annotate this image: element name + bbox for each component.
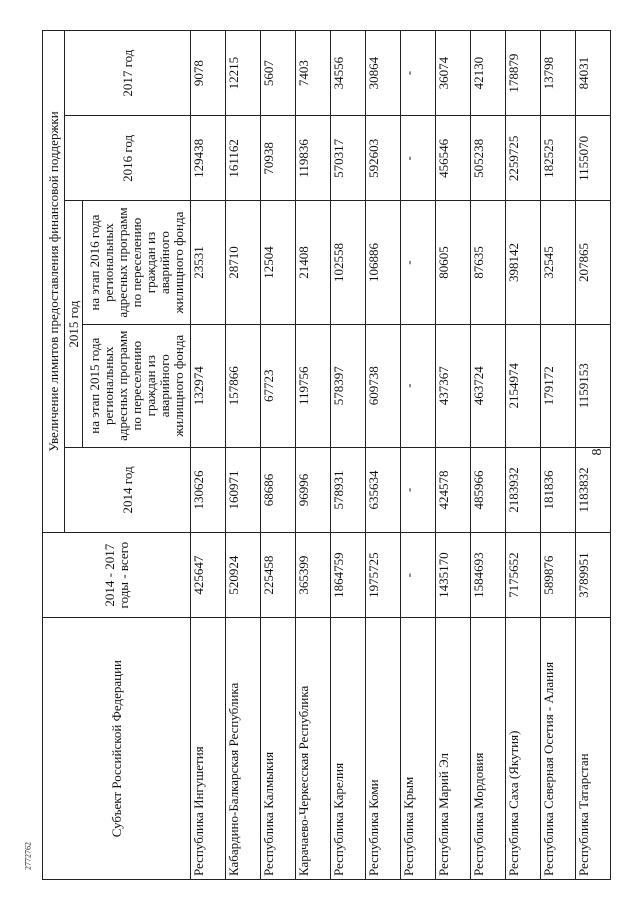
row-value-y2016: 592603 [366, 116, 401, 201]
row-subject: Республика Калмыкия [261, 618, 296, 880]
row-value-y2016: 505238 [471, 116, 506, 201]
row-value-y2014: 485966 [471, 447, 506, 532]
row-value-s2015: - [401, 324, 436, 447]
row-value-total: 7175652 [506, 533, 541, 618]
row-value-y2017: 36074 [436, 31, 471, 116]
row-value-s2016: 80605 [436, 201, 471, 324]
table-row [401, 31, 436, 880]
header-stage-2015: на этап 2015 года региональных адресных программ по переселению граждан из аварийного жилищного фонда [83, 324, 191, 447]
table-row [576, 31, 611, 880]
row-value-y2014: 96996 [296, 447, 331, 532]
header-subject: Субъект Российской Федерации [43, 618, 191, 880]
header-2015: 2015 год [65, 201, 83, 447]
table-row [261, 31, 296, 880]
row-value-s2015: 67723 [261, 324, 296, 447]
row-value-s2016: 21408 [296, 201, 331, 324]
row-value-s2016: 87635 [471, 201, 506, 324]
row-subject: Кабардино-Балкарская Республика [226, 618, 261, 880]
row-subject: Республика Мордовия [471, 618, 506, 880]
row-subject: Карачаево-Черкесская Республика [296, 618, 331, 880]
row-value-s2015: 1159153 [576, 324, 611, 447]
row-value-y2017: - [401, 31, 436, 116]
row-value-s2016: 398142 [506, 201, 541, 324]
table-row [191, 31, 226, 880]
row-value-y2016: 119836 [296, 116, 331, 201]
document-code: 2772762 [23, 842, 33, 870]
row-value-y2016: 182525 [541, 116, 576, 201]
row-value-y2017: 178879 [506, 31, 541, 116]
row-subject: Республика Коми [366, 618, 401, 880]
row-value-total: 225458 [261, 533, 296, 618]
header-2017: 2017 год [65, 31, 191, 116]
row-value-s2016: 102558 [331, 201, 366, 324]
row-subject: Республика Карелия [331, 618, 366, 880]
row-value-y2014: 578931 [331, 447, 366, 532]
row-subject: Республика Марий Эл [436, 618, 471, 880]
row-value-total: 1975725 [366, 533, 401, 618]
row-value-y2016: - [401, 116, 436, 201]
row-value-total: 3789951 [576, 533, 611, 618]
row-value-y2016: 70938 [261, 116, 296, 201]
table-row [366, 31, 401, 880]
row-value-total: 425647 [191, 533, 226, 618]
row-subject: Республика Татарстан [576, 618, 611, 880]
row-value-s2015: 437367 [436, 324, 471, 447]
row-value-s2015: 132974 [191, 324, 226, 447]
table-row [506, 31, 541, 880]
row-value-y2017: 12215 [226, 31, 261, 116]
table-row [471, 31, 506, 880]
row-value-y2014: 160971 [226, 447, 261, 532]
row-value-y2016: 129438 [191, 116, 226, 201]
row-value-s2015: 2154974 [506, 324, 541, 447]
row-value-total: 520924 [226, 533, 261, 618]
row-value-total: 1584693 [471, 533, 506, 618]
row-value-s2016: 12504 [261, 201, 296, 324]
row-value-y2016: 456546 [436, 116, 471, 201]
row-value-s2016: 106886 [366, 201, 401, 324]
row-value-y2017: 9078 [191, 31, 226, 116]
row-value-y2014: 130626 [191, 447, 226, 532]
row-value-s2015: 609738 [366, 324, 401, 447]
header-increase: Увеличение лимитов предоставления финансовой поддержки [43, 31, 65, 533]
row-value-y2017: 13798 [541, 31, 576, 116]
header-2014: 2014 год [65, 447, 191, 532]
row-value-y2016: 570317 [331, 116, 366, 201]
row-value-total: 1864759 [331, 533, 366, 618]
row-value-s2016: 28710 [226, 201, 261, 324]
table-row [541, 31, 576, 880]
rotated-table-container [42, 30, 590, 880]
row-value-y2014: 635634 [366, 447, 401, 532]
row-subject: Республика Саха (Якутия) [506, 618, 541, 880]
row-value-y2017: 7403 [296, 31, 331, 116]
row-value-y2016: 2259725 [506, 116, 541, 201]
page-number: 8 [590, 448, 605, 456]
row-value-total: 365399 [296, 533, 331, 618]
row-value-s2016: - [401, 201, 436, 324]
row-value-y2014: 424578 [436, 447, 471, 532]
row-value-s2015: 463724 [471, 324, 506, 447]
row-subject: Республика Северная Осетия - Алания [541, 618, 576, 880]
table-row [331, 31, 366, 880]
row-subject: Республика Крым [401, 618, 436, 880]
row-value-total: - [401, 533, 436, 618]
header-2016: 2016 год [65, 116, 191, 201]
row-value-y2016: 1155070 [576, 116, 611, 201]
row-value-total: 589876 [541, 533, 576, 618]
row-value-y2014: 2183932 [506, 447, 541, 532]
row-value-y2017: 84031 [576, 31, 611, 116]
row-value-total: 1435170 [436, 533, 471, 618]
row-value-y2016: 161162 [226, 116, 261, 201]
table-row [436, 31, 471, 880]
row-value-s2016: 207865 [576, 201, 611, 324]
financial-support-table [42, 30, 611, 880]
table-body [191, 31, 611, 880]
row-value-s2015: 157866 [226, 324, 261, 447]
row-value-s2016: 32545 [541, 201, 576, 324]
row-value-y2014: - [401, 447, 436, 532]
row-subject: Республика Ингушетия [191, 618, 226, 880]
row-value-s2016: 23531 [191, 201, 226, 324]
row-value-y2017: 34556 [331, 31, 366, 116]
table-row [226, 31, 261, 880]
row-value-y2017: 5607 [261, 31, 296, 116]
row-value-y2017: 30864 [366, 31, 401, 116]
row-value-y2017: 42130 [471, 31, 506, 116]
row-value-y2014: 181836 [541, 447, 576, 532]
row-value-s2015: 179172 [541, 324, 576, 447]
row-value-s2015: 578397 [331, 324, 366, 447]
header-stage-2016: на этап 2016 года региональных адресных программ по переселению граждан из аварийного жилищного фонда [83, 201, 191, 324]
row-value-s2015: 119756 [296, 324, 331, 447]
row-value-y2014: 68686 [261, 447, 296, 532]
header-total: 2014 - 2017 годы - всего [43, 533, 191, 618]
table-row [296, 31, 331, 880]
row-value-y2014: 1183832 [576, 447, 611, 532]
